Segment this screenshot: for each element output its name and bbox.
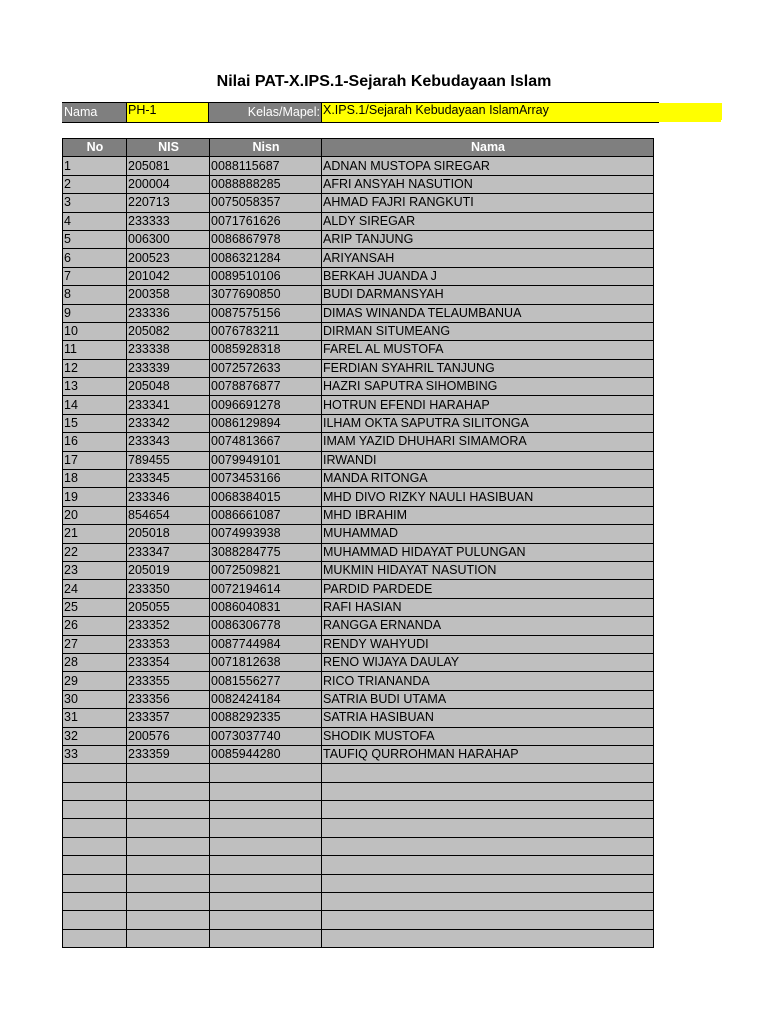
table-row: [63, 543, 654, 561]
cell-nama: MUHAMMAD HIDAYAT PULUNGAN: [322, 543, 654, 561]
cell-no: 27: [63, 635, 127, 653]
cell-nama: RANGGA ERNANDA: [322, 617, 654, 635]
table-row: [63, 286, 654, 304]
cell-no: [63, 819, 127, 837]
table-row: [63, 561, 654, 579]
cell-nisn: 0087744984: [210, 635, 322, 653]
cell-nis: 205082: [127, 322, 210, 340]
cell-no: [63, 893, 127, 911]
cell-no: [63, 801, 127, 819]
cell-no: 5: [63, 230, 127, 248]
cell-no: 19: [63, 488, 127, 506]
cell-nisn: [210, 764, 322, 782]
table-row: [63, 230, 654, 248]
cell-nisn: 0086661087: [210, 506, 322, 524]
cell-nisn: [210, 929, 322, 947]
table-row: [63, 709, 654, 727]
cell-nis: 233353: [127, 635, 210, 653]
table-row: [63, 653, 654, 671]
cell-nis: 233346: [127, 488, 210, 506]
cell-no: [63, 782, 127, 800]
cell-nis: 789455: [127, 451, 210, 469]
cell-nis: 233336: [127, 304, 210, 322]
cell-nama: MUHAMMAD: [322, 525, 654, 543]
cell-nis: 205081: [127, 157, 210, 175]
cell-nis: 205019: [127, 561, 210, 579]
cell-nama: IRWANDI: [322, 451, 654, 469]
cell-nisn: 0076783211: [210, 322, 322, 340]
table-row-empty: [63, 801, 654, 819]
cell-nis: [127, 893, 210, 911]
table-row-empty: [63, 764, 654, 782]
cell-nama: TAUFIQ QURROHMAN HARAHAP: [322, 745, 654, 763]
cell-nisn: 0072572633: [210, 359, 322, 377]
cell-no: [63, 764, 127, 782]
cell-no: 11: [63, 341, 127, 359]
cell-nis: 233355: [127, 672, 210, 690]
cell-no: 23: [63, 561, 127, 579]
table-row: [63, 470, 654, 488]
cell-no: 17: [63, 451, 127, 469]
table-row: [63, 727, 654, 745]
table-row: [63, 451, 654, 469]
cell-nisn: 0086306778: [210, 617, 322, 635]
table-row: [63, 212, 654, 230]
table-row: [63, 690, 654, 708]
cell-nisn: [210, 837, 322, 855]
cell-nisn: 0081556277: [210, 672, 322, 690]
table-row: [63, 598, 654, 616]
cell-nama: ADNAN MUSTOPA SIREGAR: [322, 157, 654, 175]
table-header-row: [63, 139, 654, 157]
cell-nis: 200523: [127, 249, 210, 267]
cell-nisn: 0086867978: [210, 230, 322, 248]
cell-nama: FAREL AL MUSTOFA: [322, 341, 654, 359]
cell-nama: SATRIA HASIBUAN: [322, 709, 654, 727]
cell-nama: SHODIK MUSTOFA: [322, 727, 654, 745]
cell-nisn: 0075058357: [210, 194, 322, 212]
cell-nis: 205018: [127, 525, 210, 543]
cell-no: [63, 856, 127, 874]
cell-nis: 220713: [127, 194, 210, 212]
cell-nis: [127, 856, 210, 874]
cell-nama: MUKMIN HIDAYAT NASUTION: [322, 561, 654, 579]
cell-nama: [322, 874, 654, 892]
cell-nisn: 0088888285: [210, 175, 322, 193]
cell-no: 10: [63, 322, 127, 340]
cell-nis: 233352: [127, 617, 210, 635]
table-row: [63, 194, 654, 212]
cell-nis: [127, 764, 210, 782]
cell-no: 6: [63, 249, 127, 267]
table-row: [63, 617, 654, 635]
cell-nama: [322, 782, 654, 800]
cell-nisn: 0074813667: [210, 433, 322, 451]
cell-no: 32: [63, 727, 127, 745]
cell-nisn: 0079949101: [210, 451, 322, 469]
cell-no: 9: [63, 304, 127, 322]
cell-nama: PARDID PARDEDE: [322, 580, 654, 598]
cell-nama: [322, 911, 654, 929]
cell-nama: IMAM YAZID DHUHARI SIMAMORA: [322, 433, 654, 451]
cell-nisn: 0085944280: [210, 745, 322, 763]
cell-nis: 233359: [127, 745, 210, 763]
cell-nis: 233357: [127, 709, 210, 727]
cell-nisn: 0078876877: [210, 378, 322, 396]
cell-nis: 854654: [127, 506, 210, 524]
cell-no: 1: [63, 157, 127, 175]
table-row: [63, 414, 654, 432]
cell-nama: [322, 929, 654, 947]
cell-nama: HAZRI SAPUTRA SIHOMBING: [322, 378, 654, 396]
cell-no: 7: [63, 267, 127, 285]
cell-no: 3: [63, 194, 127, 212]
kelas-value: X.IPS.1/Sejarah Kebudayaan IslamArray: [321, 103, 721, 122]
cell-nis: [127, 819, 210, 837]
table-row: [63, 322, 654, 340]
cell-nis: 201042: [127, 267, 210, 285]
cell-nis: 006300: [127, 230, 210, 248]
cell-nisn: 3088284775: [210, 543, 322, 561]
cell-no: 14: [63, 396, 127, 414]
header-no: No: [63, 139, 127, 157]
cell-no: 12: [63, 359, 127, 377]
cell-nis: 233343: [127, 433, 210, 451]
cell-nama: [322, 856, 654, 874]
cell-nis: [127, 874, 210, 892]
cell-no: 2: [63, 175, 127, 193]
table-row: [63, 341, 654, 359]
table-row: [63, 378, 654, 396]
cell-no: 30: [63, 690, 127, 708]
cell-no: 33: [63, 745, 127, 763]
cell-nama: [322, 837, 654, 855]
nama-label: Nama: [62, 103, 126, 122]
cell-nama: BUDI DARMANSYAH: [322, 286, 654, 304]
cell-nama: ARIP TANJUNG: [322, 230, 654, 248]
kelas-label: Kelas/Mapel:: [209, 103, 321, 122]
cell-nisn: 0073453166: [210, 470, 322, 488]
cell-no: 8: [63, 286, 127, 304]
table-row-empty: [63, 911, 654, 929]
cell-no: [63, 837, 127, 855]
table-row: [63, 267, 654, 285]
cell-nisn: 0074993938: [210, 525, 322, 543]
cell-nisn: [210, 874, 322, 892]
cell-nisn: 0088115687: [210, 157, 322, 175]
cell-nis: [127, 911, 210, 929]
cell-nis: 233345: [127, 470, 210, 488]
cell-nis: 200358: [127, 286, 210, 304]
nama-value: PH-1: [126, 103, 209, 122]
cell-nisn: 0086321284: [210, 249, 322, 267]
table-row: [63, 157, 654, 175]
cell-nisn: 0071812638: [210, 653, 322, 671]
cell-nisn: 0087575156: [210, 304, 322, 322]
table-row-empty: [63, 893, 654, 911]
cell-nisn: 0096691278: [210, 396, 322, 414]
cell-nama: [322, 764, 654, 782]
cell-nis: 233342: [127, 414, 210, 432]
cell-no: 18: [63, 470, 127, 488]
cell-no: [63, 874, 127, 892]
cell-nis: [127, 801, 210, 819]
cell-nis: 205048: [127, 378, 210, 396]
table-row-empty: [63, 782, 654, 800]
cell-nis: 233338: [127, 341, 210, 359]
table-row: [63, 580, 654, 598]
cell-nisn: 0086040831: [210, 598, 322, 616]
table-body: [63, 157, 654, 948]
cell-nisn: [210, 819, 322, 837]
header-nama: Nama: [322, 139, 654, 157]
cell-no: 29: [63, 672, 127, 690]
cell-no: [63, 929, 127, 947]
table-row: [63, 745, 654, 763]
cell-no: 24: [63, 580, 127, 598]
cell-no: 13: [63, 378, 127, 396]
cell-no: 28: [63, 653, 127, 671]
cell-nama: ILHAM OKTA SAPUTRA SILITONGA: [322, 414, 654, 432]
cell-nama: BERKAH JUANDA J: [322, 267, 654, 285]
cell-nisn: 0086129894: [210, 414, 322, 432]
table-row: [63, 488, 654, 506]
table-row-empty: [63, 929, 654, 947]
cell-nisn: [210, 911, 322, 929]
table-row: [63, 506, 654, 524]
cell-nisn: 0073037740: [210, 727, 322, 745]
cell-nama: ALDY SIREGAR: [322, 212, 654, 230]
cell-nis: [127, 929, 210, 947]
cell-nis: [127, 782, 210, 800]
cell-nama: FERDIAN SYAHRIL TANJUNG: [322, 359, 654, 377]
header-nis: NIS: [127, 139, 210, 157]
cell-nis: 200004: [127, 175, 210, 193]
cell-nis: 233356: [127, 690, 210, 708]
cell-nis: 233354: [127, 653, 210, 671]
cell-nama: MHD IBRAHIM: [322, 506, 654, 524]
table-row: [63, 175, 654, 193]
table-row: [63, 396, 654, 414]
cell-no: 15: [63, 414, 127, 432]
cell-nis: 233347: [127, 543, 210, 561]
cell-no: 31: [63, 709, 127, 727]
cell-nama: RAFI HASIAN: [322, 598, 654, 616]
cell-nama: SATRIA BUDI UTAMA: [322, 690, 654, 708]
header-nisn: Nisn: [210, 139, 322, 157]
table-row-empty: [63, 837, 654, 855]
table-row: [63, 672, 654, 690]
cell-nisn: 0068384015: [210, 488, 322, 506]
cell-nama: DIRMAN SITUMEANG: [322, 322, 654, 340]
cell-nis: 233339: [127, 359, 210, 377]
cell-nisn: 0089510106: [210, 267, 322, 285]
student-table: [62, 138, 654, 948]
cell-nis: 233341: [127, 396, 210, 414]
cell-nis: 200576: [127, 727, 210, 745]
table-row-empty: [63, 856, 654, 874]
cell-nama: RICO TRIANANDA: [322, 672, 654, 690]
cell-nisn: [210, 782, 322, 800]
table-row: [63, 304, 654, 322]
cell-no: 20: [63, 506, 127, 524]
cell-nama: MANDA RITONGA: [322, 470, 654, 488]
cell-nama: [322, 893, 654, 911]
cell-nisn: 0085928318: [210, 341, 322, 359]
cell-nama: AHMAD FAJRI RANGKUTI: [322, 194, 654, 212]
cell-nama: DIMAS WINANDA TELAUMBANUA: [322, 304, 654, 322]
page-title: Nilai PAT-X.IPS.1-Sejarah Kebudayaan Islam: [216, 73, 552, 90]
cell-nisn: 0071761626: [210, 212, 322, 230]
cell-nisn: 3077690850: [210, 286, 322, 304]
cell-nis: 233350: [127, 580, 210, 598]
cell-nama: RENO WIJAYA DAULAY: [322, 653, 654, 671]
cell-nisn: 0072194614: [210, 580, 322, 598]
table-row-empty: [63, 874, 654, 892]
cell-nisn: [210, 801, 322, 819]
cell-no: 25: [63, 598, 127, 616]
table-row: [63, 359, 654, 377]
cell-no: 21: [63, 525, 127, 543]
cell-no: 4: [63, 212, 127, 230]
cell-nisn: 0088292335: [210, 709, 322, 727]
cell-nis: 233333: [127, 212, 210, 230]
cell-nama: [322, 801, 654, 819]
table-row: [63, 433, 654, 451]
cell-nama: ARIYANSAH: [322, 249, 654, 267]
table-row-empty: [63, 819, 654, 837]
table-row: [63, 249, 654, 267]
cell-nama: HOTRUN EFENDI HARAHAP: [322, 396, 654, 414]
cell-no: 22: [63, 543, 127, 561]
cell-nama: [322, 819, 654, 837]
cell-nis: 205055: [127, 598, 210, 616]
cell-no: 16: [63, 433, 127, 451]
cell-nama: RENDY WAHYUDI: [322, 635, 654, 653]
cell-nama: AFRI ANSYAH NASUTION: [322, 175, 654, 193]
cell-nisn: [210, 856, 322, 874]
cell-nisn: 0082424184: [210, 690, 322, 708]
cell-nisn: 0072509821: [210, 561, 322, 579]
cell-no: 26: [63, 617, 127, 635]
cell-nis: [127, 837, 210, 855]
table-row: [63, 635, 654, 653]
cell-nama: MHD DIVO RIZKY NAULI HASIBUAN: [322, 488, 654, 506]
info-row: [62, 102, 659, 123]
cell-nisn: [210, 893, 322, 911]
table-row: [63, 525, 654, 543]
cell-no: [63, 911, 127, 929]
